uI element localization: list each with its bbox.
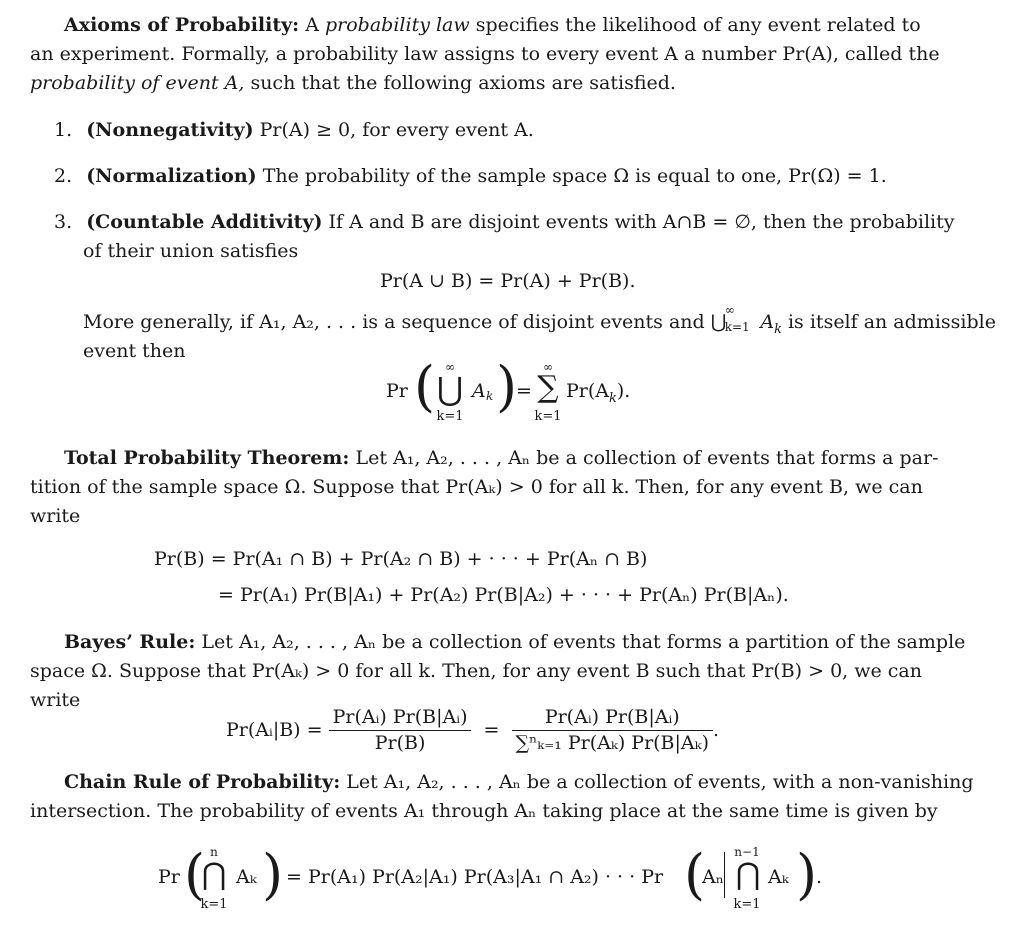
equation-union: Pr(A ∪ B) = Pr(A) + Pr(B). xyxy=(380,270,636,292)
chain-line-1: Chain Rule of Probability: Let A₁, A₂, . . . , Aₙ be a collection of events, with a non-vanishing xyxy=(64,771,974,793)
axiom-item-2: 2. (Normalization) The probability of the sample space Ω is equal to one, Pr(Ω) = 1. xyxy=(54,165,887,187)
bayes-fraction-2: $\frac{\text{Pr(Aᵢ) Pr(B|Aᵢ)}}{\text{∑ⁿₖ₌₁ Pr(Aₖ) Pr(B|Aₖ)}}$ xyxy=(512,708,714,753)
axiom-item-3-cont: of their union satisfies xyxy=(83,240,299,262)
total-line-2: tition of the sample space Ω. Suppose that Pr(Aₖ) > 0 for all k. Then, for any event B, we can xyxy=(30,476,923,498)
bayes-line-1: Bayes’ Rule: Let A₁, A₂, . . . , Aₙ be a collection of events that forms a partition of the sample xyxy=(64,631,966,653)
bayes-equation: Pr(Aᵢ|B) = $\frac{\text{Pr(Aᵢ) Pr(B|Aᵢ)}}{Pr(B)}$ = $\frac{\text{Pr(Aᵢ) Pr(B|Aᵢ)}}{\text{∑ⁿₖ₌₁ Pr(Aₖ) Pr(B|Aₖ)}}$ . xyxy=(226,706,720,754)
bayes-line-2: space Ω. Suppose that Pr(Aₖ) > 0 for all k. Then, for any event B such that Pr(B) > 0, we can xyxy=(30,660,922,682)
chain-heading: Chain Rule of Probability: xyxy=(64,771,341,793)
bayes-fraction-1: $\frac{\text{Pr(Aᵢ) Pr(B|Aᵢ)}}{Pr(B)}$ xyxy=(329,708,472,753)
bayes-heading: Bayes’ Rule: xyxy=(64,631,196,653)
total-heading: Total Probability Theorem: xyxy=(64,447,350,469)
more-generally-line: More generally, if A₁, A₂, . . . is a sequence of disjoint events and ⋃ ∞ k=1 $A_k$ is itself an admissible xyxy=(83,303,996,337)
total-equation-1: Pr(B) = Pr(A₁ ∩ B) + Pr(A₂ ∩ B) + · · · + Pr(Aₙ ∩ B) xyxy=(154,548,648,570)
chain-line-2: intersection. The probability of events A₁ through Aₙ taking place at the same time is given by xyxy=(30,800,938,822)
axioms-line-3: probability of event A, such that the following axioms are satisfied. xyxy=(30,72,676,94)
bayes-line-3: write xyxy=(30,689,81,711)
axioms-line-2: an experiment. Formally, a probability law assigns to every event A a number Pr(A), called the xyxy=(30,43,940,65)
axiom-item-3: 3. (Countable Additivity) If A and B are disjoint events with A∩B = ∅, then the probability xyxy=(54,211,955,233)
conditional-bar xyxy=(724,852,725,898)
total-line-1: Total Probability Theorem: Let A₁, A₂, . . . , Aₙ be a collection of events that forms a par- xyxy=(64,447,939,469)
axioms-heading: Axioms of Probability: xyxy=(64,14,300,36)
total-line-3: write xyxy=(30,505,81,527)
more-generally-line-2: event then xyxy=(83,340,186,362)
axioms-line-1: Axioms of Probability: A probability law specifies the likelihood of any event related to xyxy=(64,14,921,36)
axiom-item-1: 1. (Nonnegativity) Pr(A) ≥ 0, for every event A. xyxy=(54,119,534,141)
total-equation-2: = Pr(A₁) Pr(B|A₁) + Pr(A₂) Pr(B|A₂) + · · · + Pr(Aₙ) Pr(B|Aₙ). xyxy=(218,584,789,606)
